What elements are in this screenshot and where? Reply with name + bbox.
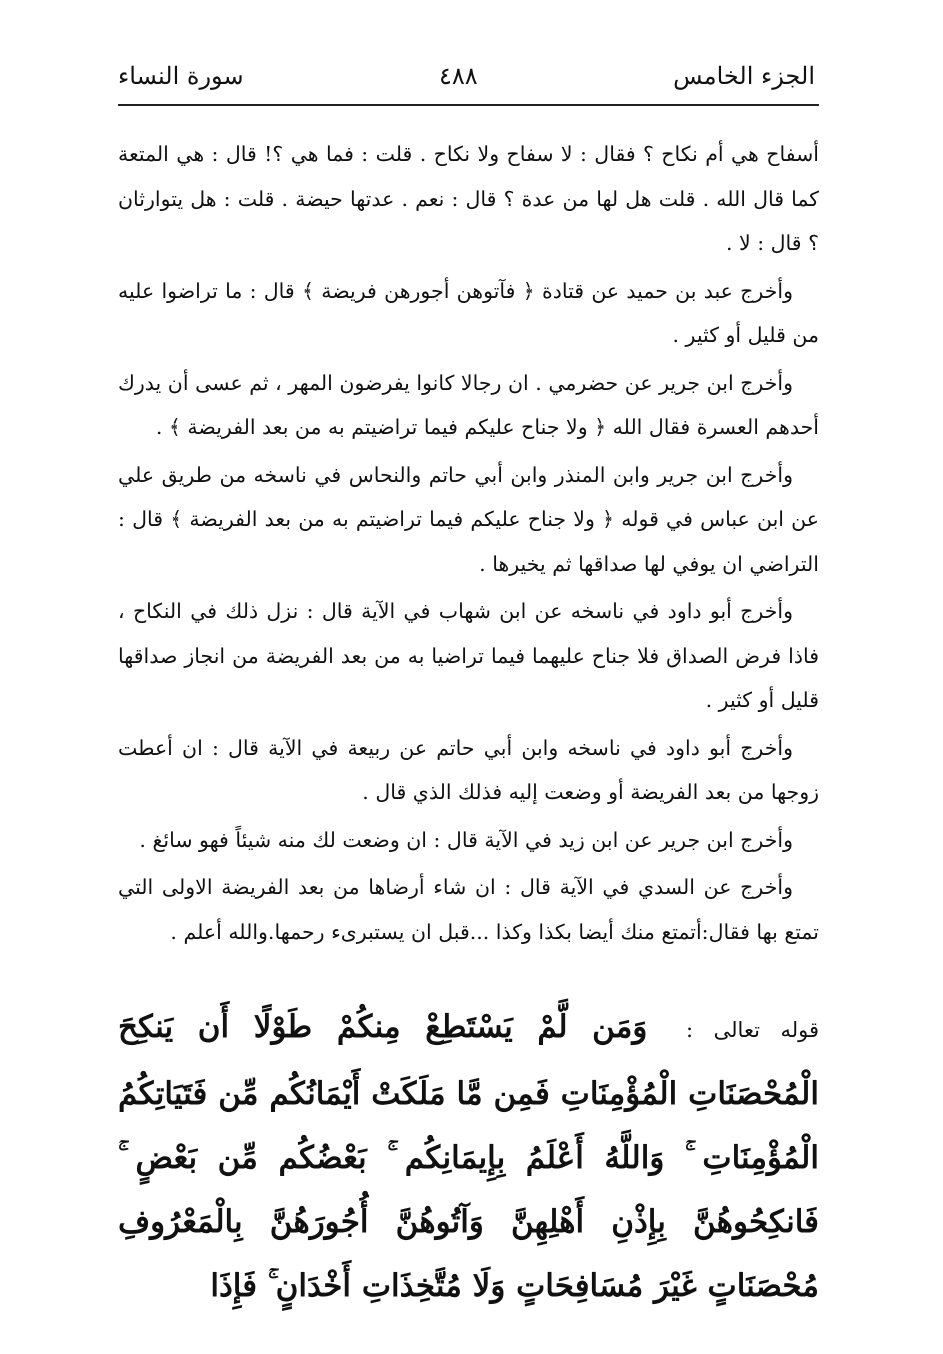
part-title: الجزء الخامس: [673, 62, 815, 90]
surah-title: سورة النساء: [118, 62, 244, 90]
paragraph: وأخرج ابن جرير عن ابن زيد في الآية قال : ان وضعت لك منه شيئاً فهو سائغ .: [139, 827, 793, 852]
paragraph: وأخرج ابن جرير عن حضرمي . ان رجالا كانوا يفرضون المهر ، ثم عسى أن يدرك أحدهم العسرة فقال الله ﴿ ولا جناح عليكم فيما تراضيتم به من بعد الفريضة ﴾ .: [118, 370, 819, 439]
header-divider: [118, 104, 819, 106]
verse-text: وَمَن لَّمْ يَسْتَطِعْ مِنكُمْ طَوْلًا أَن يَنكِحَ الْمُحْصَنَاتِ الْمُؤْمِنَاتِ فَمِن مَّا مَلَكَتْ أَيْمَانُكُم مِّن فَتَيَاتِكُمُ الْمُؤْمِنَاتِ ۚ وَاللَّهُ أَعْلَمُ بِإِيمَانِكُم ۚ بَعْضُكُم مِّن بَعْضٍ ۚ فَانكِحُوهُنَّ بِإِذْنِ أَهْلِهِنَّ وَآتُوهُنَّ أُجُورَهُنَّ بِالْمَعْرُوفِ مُحْصَنَاتٍ غَيْرَ مُسَافِحَاتٍ وَلَا مُتَّخِذَاتِ أَخْدَانٍ ۚ فَإِذَا: [118, 1009, 819, 1304]
page-number: ٤٨٨: [439, 62, 478, 90]
paragraph: وأخرج أبو داود في ناسخه وابن أبي حاتم عن ربيعة في الآية قال : ان أعطت زوجها من بعد الفريضة أو وضعت إليه فذلك الذي قال .: [118, 735, 819, 804]
page-header: [118, 58, 815, 94]
paragraph: وأخرج ابن جرير وابن المنذر وابن أبي حاتم والنحاس في ناسخه من طريق علي عن ابن عباس في قوله ﴿ ولا جناح عليكم فيما تراضيتم به من بعد الفريضة ﴾ قال : التراضي ان يوفي لها صداقها ثم يخيرها .: [118, 462, 819, 576]
verse-intro: قوله تعالى :: [686, 1018, 820, 1042]
paragraph: أسفاح هي أم نكاح ؟ فقال : لا سفاح ولا نكاح . قلت : فما هي ؟! قال : هي المتعة كما قال الله . قلت هل لها من عدة ؟ قال : نعم . عدتها حيضة . قلت : هل يتوارثان ؟ قال : لا .: [118, 142, 819, 255]
paragraph: وأخرج أبو داود في ناسخه عن ابن شهاب في الآية قال : نزل ذلك في النكاح ، فاذا فرض الصداق فلا جناح عليهما فيما تراضيا به من بعد الفريضة من انجاز صداقها قليل أو كثير .: [118, 599, 819, 712]
paragraph: وأخرج عبد بن حميد عن قتادة ﴿ فآتوهن أجورهن فريضة ﴾ قال : ما تراضوا عليه من قليل أو كثير .: [118, 278, 819, 347]
commentary-text: [118, 132, 819, 957]
paragraph: وأخرج عن السدي في الآية قال : ان شاء أرضاها من بعد الفريضة الاولى التي تمتع بها فقال:أتمتع منك أيضا بكذا وكذا ...قبل ان يستبرىء رحمها.والله أعلم .: [118, 875, 819, 944]
quran-verse: [118, 995, 819, 1318]
